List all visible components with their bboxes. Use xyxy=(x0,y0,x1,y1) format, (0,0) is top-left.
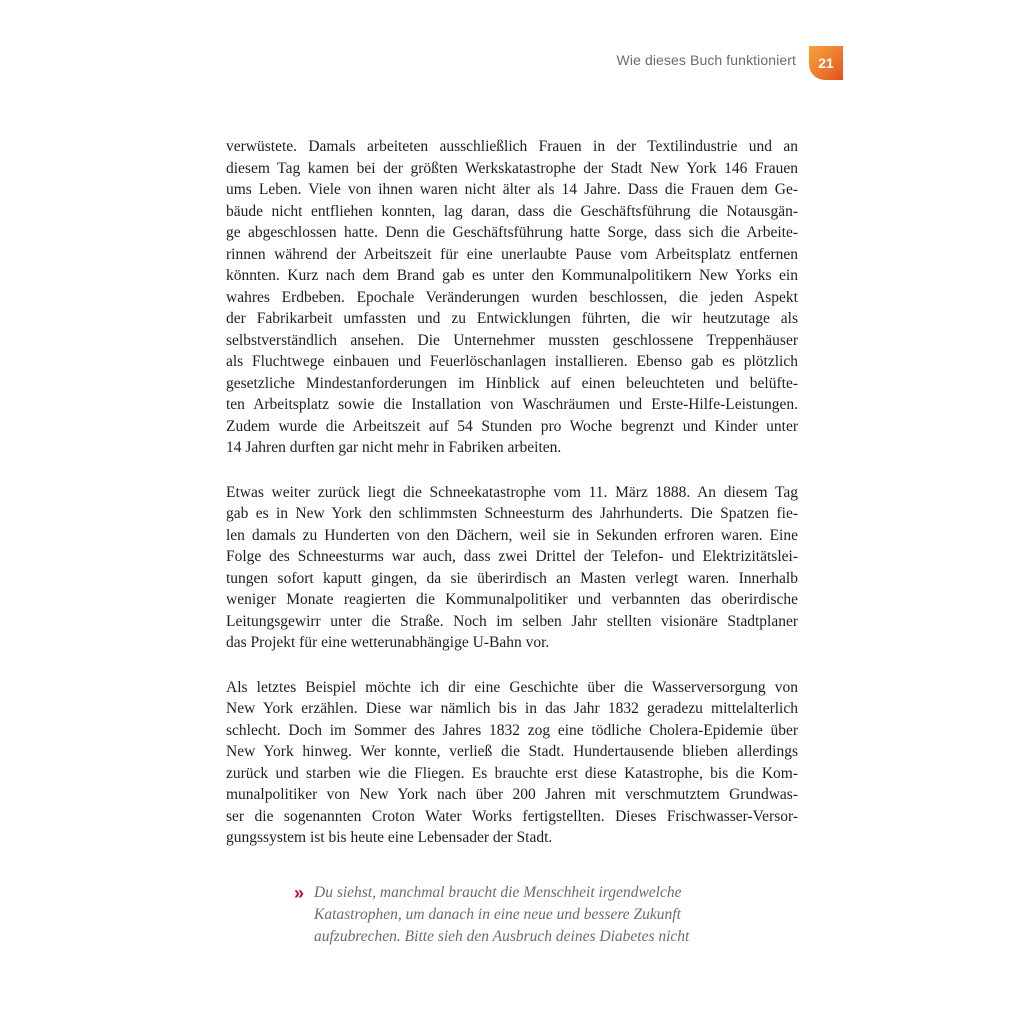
text-line: Leitungsgewirr unter die Straße. Noch im selben Jahr stellten visionäre Stadtplaner xyxy=(226,612,798,630)
text-line: Als letztes Beispiel möchte ich dir eine Geschichte über die Wasserversorgung von xyxy=(226,678,798,696)
text-line: munalpolitiker von New York nach über 200 Jahren mit verschmutztem Grundwas- xyxy=(226,786,798,803)
text-line: Zudem wurde die Arbeitszeit auf 54 Stunden pro Woche begrenzt und Kinder unter xyxy=(226,417,798,435)
quote-line: Du siehst, manchmal braucht die Menschheit irgendwelche xyxy=(314,884,682,901)
text-line: gungssystem ist bis heute eine Lebensader der Stadt. xyxy=(226,829,553,846)
text-line: ten Arbeitsplatz sowie die Installation von Waschräumen und Erste-Hilfe-Leistungen. xyxy=(226,396,798,413)
text-line: gab es in New York den schlimmsten Schneesturm des Jahrhunderts. Die Spatzen fie- xyxy=(226,505,798,522)
text-line: wahres Erdbeben. Epochale Veränderungen wurden beschlossen, die jeden Aspekt xyxy=(226,288,798,306)
text-line: weniger Monate reagierten die Kommunalpolitiker und verbannten das oberirdische xyxy=(226,591,798,608)
quote-line: aufzubrechen. Bitte sieh den Ausbruch deines Diabetes nicht xyxy=(314,928,690,945)
text-line: diesem Tag kamen bei der größten Werkskatastrophe der Stadt New York 146 Frauen xyxy=(226,159,798,177)
text-line: New York erzählen. Diese war nämlich bis in das Jahr 1832 geradezu mittelalterlich xyxy=(226,700,798,717)
pull-quote xyxy=(294,882,734,948)
quote-line: Katastrophen, um danach in eine neue und bessere Zukunft xyxy=(314,906,681,923)
text-line: schlecht. Doch im Sommer des Jahres 1832 zog eine tödliche Cholera-Epidemie über xyxy=(226,721,798,739)
running-header-title: Wie dieses Buch funktioniert xyxy=(616,52,796,68)
text-line: bäude nicht entfliehen konnten, lag daran, dass die Geschäftsführung die Notausgän- xyxy=(226,202,798,220)
text-line: könnten. Kurz nach dem Brand gab es unter den Kommunalpolitikern New Yorks ein xyxy=(226,267,798,284)
text-line: gesetzliche Mindestanforderungen im Hinblick auf einen beleuchteten und belüfte- xyxy=(226,374,798,392)
page-number-badge xyxy=(809,46,843,80)
quote-text xyxy=(314,882,734,948)
text-line: zurück und starben wie die Fliegen. Es brauchte erst diese Katastrophe, bis die Kom- xyxy=(226,764,798,782)
text-line: rinnen während der Arbeitszeit für eine unerlaubte Pause vom Arbeitsplatz entfernen xyxy=(226,245,798,263)
text-line: ums Leben. Viele von ihnen waren nicht älter als 14 Jahre. Dass die Frauen dem Ge- xyxy=(226,181,798,198)
page-number: 21 xyxy=(818,55,834,71)
text-line: 14 Jahren durften gar nicht mehr in Fabriken arbeiten. xyxy=(226,439,562,456)
text-line: Etwas weiter zurück liegt die Schneekatastrophe vom 11. März 1888. An diesem Tag xyxy=(226,483,798,501)
text-line: len damals zu Hunderten von den Dächern, weil sie in Sekunden erfroren waren. Eine xyxy=(226,526,798,544)
text-line: New York hinweg. Wer konnte, verließ die Stadt. Hundertausende blieben allerdings xyxy=(226,743,798,760)
text-line: tungen sofort kaputt gingen, da sie überirdisch an Masten verlegt waren. Innerhalb xyxy=(226,569,798,587)
paragraph-triangle-fire xyxy=(226,136,798,459)
text-line: das Projekt für eine wetterunabhängige U-Bahn vor. xyxy=(226,634,550,651)
body-text xyxy=(226,136,798,872)
quote-marker-icon: » xyxy=(294,883,301,903)
text-line: als Fluchtwege einbauen und Feuerlöschanlagen installieren. Ebenso gab es plötzlich xyxy=(226,353,798,370)
text-line: ge abgeschlossen hatte. Denn die Geschäftsführung hatte Sorge, dass sich die Arbeite- xyxy=(226,224,798,241)
paragraph-blizzard xyxy=(226,482,798,654)
text-line: der Fabrikarbeit umfassten und zu Entwicklungen führten, die wir heutzutage als xyxy=(226,310,798,327)
paragraph-water-supply xyxy=(226,677,798,849)
text-line: ser die sogenannten Croton Water Works fertigstellten. Dieses Frischwasser-Versor- xyxy=(226,807,798,825)
text-line: Folge des Schneesturms war auch, dass zwei Drittel der Telefon- und Elektrizitätslei- xyxy=(226,548,798,565)
text-line: selbstverständlich ansehen. Die Unternehmer mussten geschlossene Treppenhäuser xyxy=(226,331,798,349)
text-line: verwüstete. Damals arbeiteten ausschließlich Frauen in der Textilindustrie und an xyxy=(226,138,798,155)
